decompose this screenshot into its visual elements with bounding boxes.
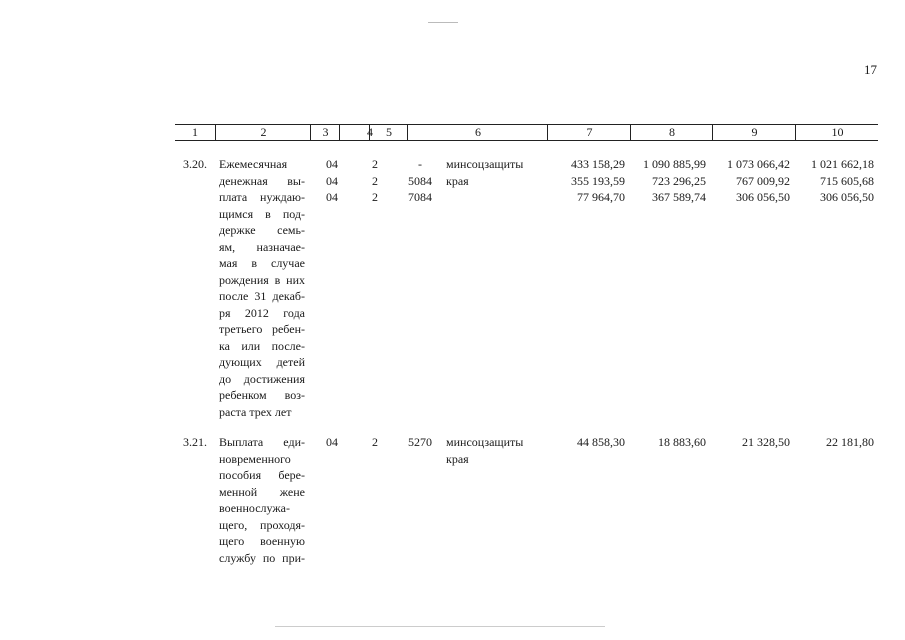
col4-values <box>372 156 378 206</box>
name-line: щимся в под- <box>219 206 305 221</box>
col7-value: 44 858,30 <box>577 435 625 449</box>
value: края <box>446 451 469 466</box>
name-line: ря 2012 года <box>219 305 305 320</box>
name-line: плата нуждаю- <box>219 190 305 204</box>
header-cell-2: 2 <box>215 125 311 140</box>
col7-values <box>540 156 625 206</box>
value: 04 <box>326 190 338 204</box>
value: 5084 <box>408 173 432 188</box>
value: 1 021 662,18 <box>811 157 874 171</box>
name-line: ка или после- <box>219 338 305 353</box>
header-cell-7: 7 <box>547 125 631 140</box>
name-line: до достижения <box>219 371 305 386</box>
col3-value: 04 <box>326 435 338 449</box>
value: 7084 <box>408 190 432 204</box>
value: 433 158,29 <box>571 157 625 171</box>
value: 2 <box>372 157 378 171</box>
header-cell-8: 8 <box>630 125 713 140</box>
name-line: щего, проходя- <box>219 517 305 532</box>
value: минсоцзащиты <box>446 157 524 171</box>
name-line: службу по при- <box>219 550 305 565</box>
value: 367 589,74 <box>652 190 706 204</box>
name-line: мая в случае <box>219 256 305 270</box>
header-cell-1: 1 <box>192 125 198 139</box>
value: 2 <box>372 173 378 188</box>
name-line: рождения в них <box>219 272 305 287</box>
col5-values <box>398 156 432 206</box>
name-line: после 31 декаб- <box>219 289 305 303</box>
header-cell-4: 4 <box>339 125 400 140</box>
col10-value: 22 181,80 <box>826 435 874 449</box>
header-cell-5: 5 <box>369 125 408 140</box>
col4-value: 2 <box>372 435 378 449</box>
value: 04 <box>326 157 338 171</box>
col6-values <box>446 156 523 189</box>
value: 1 073 066,42 <box>727 157 790 171</box>
name-line: ям, назначае- <box>219 239 305 254</box>
name-line: держке семь- <box>219 223 305 237</box>
row-name <box>219 434 305 566</box>
name-line: раста трех лет <box>219 404 292 419</box>
header-cell-10: 10 <box>795 125 879 140</box>
row-id: 3.20. <box>183 157 207 171</box>
col5-value: 5270 <box>408 435 432 449</box>
value: 355 193,59 <box>571 173 625 188</box>
col10-values <box>792 156 874 206</box>
row-name <box>219 156 305 420</box>
col6-values <box>446 434 523 467</box>
name-line: менной жене <box>219 484 305 499</box>
table-header-row <box>175 124 878 141</box>
value: 2 <box>372 190 378 204</box>
value: 306 056,50 <box>736 190 790 204</box>
value: 715 605,68 <box>820 173 874 188</box>
name-line: ребенком воз- <box>219 388 305 402</box>
value: 04 <box>326 173 338 188</box>
col9-value: 21 328,50 <box>742 435 790 449</box>
name-line: пособия бере- <box>219 468 305 482</box>
value: 77 964,70 <box>577 190 625 204</box>
name-line: Ежемесячная <box>219 157 288 171</box>
page-number: 17 <box>864 62 877 77</box>
name-line: новременного <box>219 451 291 466</box>
name-line: денежная вы- <box>219 173 305 188</box>
header-cell-6: 6 <box>407 125 548 140</box>
header-cell-9: 9 <box>712 125 796 140</box>
header-cell-3: 3 <box>310 125 340 140</box>
scan-artifact <box>275 626 605 627</box>
name-line: Выплата еди- <box>219 435 305 449</box>
scan-artifact <box>428 22 458 23</box>
name-line: третьего ребен- <box>219 322 305 336</box>
value: 767 009,92 <box>736 173 790 188</box>
col8-values <box>625 156 706 206</box>
col3-values <box>326 156 338 206</box>
value: минсоцзащиты <box>446 435 524 449</box>
value: 723 296,25 <box>652 173 706 188</box>
name-line: дующих детей <box>219 355 305 369</box>
value: 306 056,50 <box>820 190 874 204</box>
name-line: военнослужа- <box>219 501 290 515</box>
name-line: щего военную <box>219 534 305 548</box>
col9-values <box>708 156 790 206</box>
row-id: 3.21. <box>183 435 207 449</box>
value: 1 090 885,99 <box>643 157 706 171</box>
value: - <box>418 157 422 171</box>
value: края <box>446 173 469 188</box>
col8-value: 18 883,60 <box>658 435 706 449</box>
